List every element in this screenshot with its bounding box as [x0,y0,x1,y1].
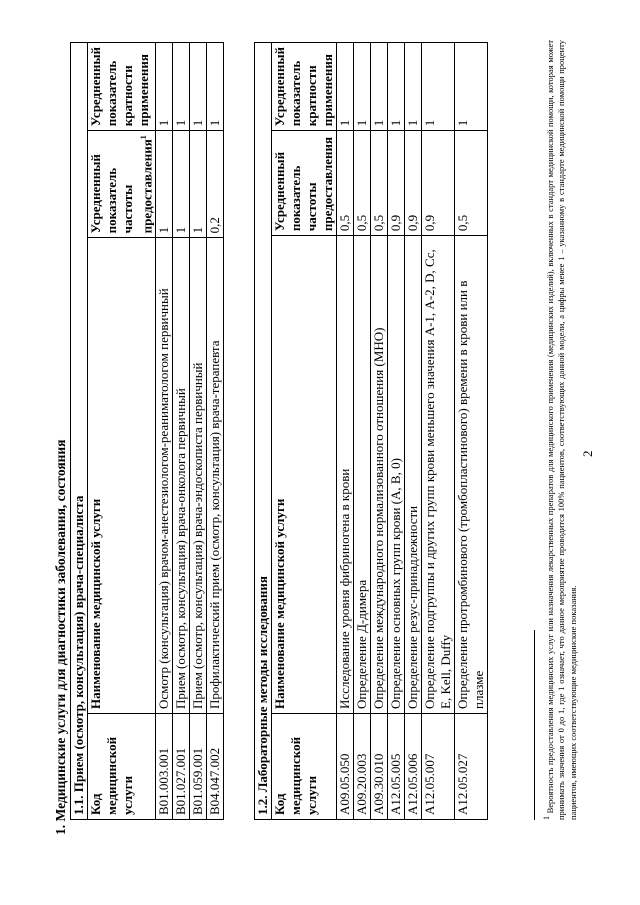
cell-name: Исследование уровня фибриногена в крови [337,236,354,714]
cell-name: Прием (осмотр, консультация) врача-эндоскописта первичный [190,238,207,714]
cell-frequency: 0,9 [405,131,422,236]
footnote-marker: 1 [542,816,551,820]
table-row [388,43,405,820]
page-number: 2 [580,450,595,457]
cell-code: B01.027.001 [173,714,190,820]
cell-name: Прием (осмотр, консультация) врача-онколога первичный [173,238,190,714]
cell-code: B04.047.002 [207,714,224,820]
footnote-divider [534,630,535,820]
cell-code: A12.05.005 [388,713,405,819]
footnote [541,40,579,820]
cell-code: A09.05.050 [337,713,354,819]
cell-frequency: 0,5 [455,131,488,236]
section-title: 1. Медицинские услуги для диагностики заболевания, состояния [53,439,68,835]
cell-multiplicity: 1 [156,43,173,131]
cell-code: A09.20.003 [354,713,371,819]
cell-name: Осмотр (консультация) врачом-анестезиологом-реаниматологом первичный [156,238,173,714]
table-row [422,43,455,820]
cell-frequency: 0,5 [337,131,354,236]
cell-multiplicity: 1 [422,43,455,131]
table-subheading-row [71,43,88,820]
header-multiplicity: Усредненный показатель кратности применения [272,43,337,131]
cell-name: Определение подгруппы и других групп крови меньшего значения А-1, А-2, D, Cc, E, Kell, Duffy [422,236,455,714]
cell-frequency: 0,2 [207,131,224,238]
header-name: Наименование медицинской услуги [272,236,337,714]
header-frequency-text: Усредненный показатель частоты предоставления [88,139,155,234]
cell-multiplicity: 1 [337,43,354,131]
table-row [371,43,388,820]
header-code: Код медицинской услуги [272,713,337,819]
cell-multiplicity: 1 [354,43,371,131]
cell-multiplicity: 1 [405,43,422,131]
laboratory-methods-table [254,42,488,820]
cell-frequency: 0,9 [422,131,455,236]
cell-multiplicity: 1 [190,43,207,131]
cell-multiplicity: 1 [388,43,405,131]
footnote-marker: 1 [139,135,148,140]
cell-frequency: 0,9 [388,131,405,236]
cell-code: A09.30.010 [371,713,388,819]
cell-code: A12.05.027 [455,713,488,819]
header-multiplicity: Усредненный показатель кратности применения [88,43,156,131]
cell-multiplicity: 1 [207,43,224,131]
table-subheading-row [255,43,272,820]
table-row [354,43,371,820]
cell-multiplicity: 1 [371,43,388,131]
cell-multiplicity: 1 [173,43,190,131]
cell-name: Определение Д-димера [354,236,371,714]
cell-code: A12.05.007 [422,713,455,819]
cell-frequency: 1 [190,131,207,238]
header-code: Код медицинской услуги [88,714,156,820]
consultations-table [70,42,224,820]
cell-code: A12.05.006 [405,713,422,819]
header-frequency [88,131,156,238]
cell-name: Определение резус-принадлежности [405,236,422,714]
table-header-row [272,43,337,820]
table-subheading: 1.1. Прием (осмотр, консультация) врача-специалиста [71,43,88,820]
cell-frequency: 0,5 [354,131,371,236]
table-row [156,43,173,820]
table-row [455,43,488,820]
header-frequency: Усредненный показатель частоты предоставления [272,131,337,236]
table-header-row [88,43,156,820]
cell-code: B01.059.001 [190,714,207,820]
table-row [337,43,354,820]
table-row [405,43,422,820]
cell-name: Определение международного нормализованного отношения (МНО) [371,236,388,714]
cell-frequency: 0,5 [371,131,388,236]
cell-name: Определение основных групп крови (А, В, 0) [388,236,405,714]
table-row [173,43,190,820]
cell-name: Профилактический прием (осмотр, консультация) врача-терапевта [207,238,224,714]
table-row [190,43,207,820]
table-subheading: 1.2. Лабораторные методы исследования [255,43,272,820]
cell-code: B01.003.001 [156,714,173,820]
header-name: Наименование медицинской услуги [88,238,156,714]
cell-multiplicity: 1 [455,43,488,131]
footnote-text: Вероятность предоставления медицинских услуг или назначения лекарственных препаратов для медицинского применения (медицинских изделий), включенных в стандарт медицинской помощи, которая может принимать значения от 0 до 1, где 1 означает, что данное мероприятие проводится 100% пациентов, соответствующих данной модели, а цифры менее 1 – указанному в стандарте медицинской помощи проценту пациентов, имеющих соответствующие медицинские показания. [544,40,578,820]
cell-frequency: 1 [173,131,190,238]
table-row [207,43,224,820]
cell-frequency: 1 [156,131,173,238]
cell-name: Определение протромбинового (тромбопластинового) времени в крови или в плазме [455,236,488,714]
